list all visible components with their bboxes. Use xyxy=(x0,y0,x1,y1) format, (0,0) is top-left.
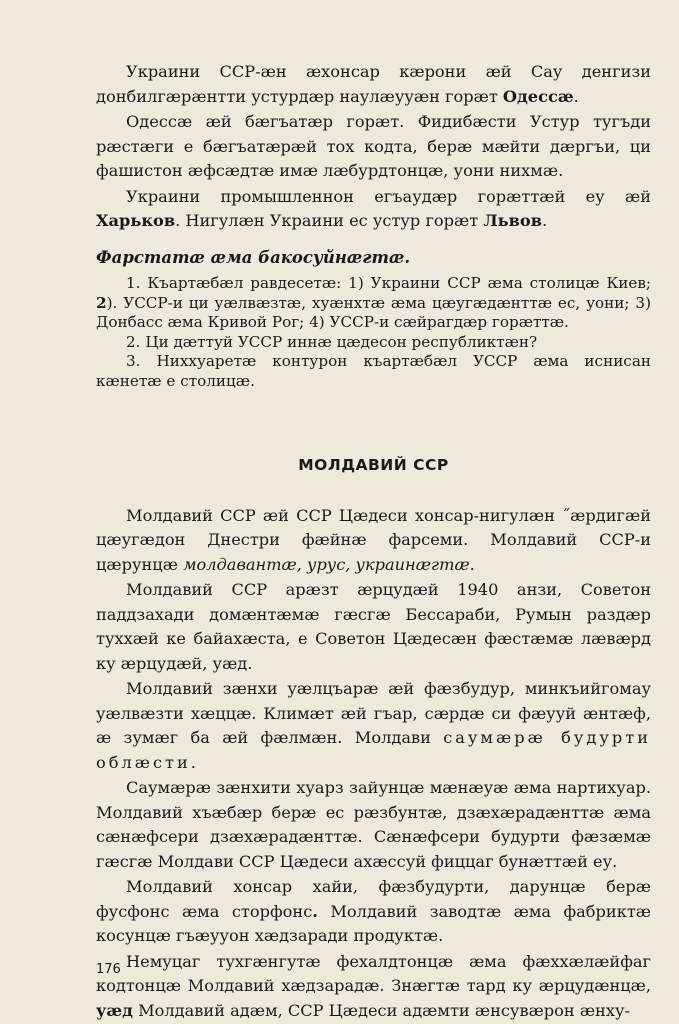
exercise-item: 3. Ниххуаретæ контурон къартæбæл УССР æма иснисан кæнетæ е столицæ. xyxy=(96,352,651,390)
bold-term: Харьков xyxy=(96,211,176,230)
paragraph-moldova-history: Молдавий ССР арæзт æрцудæй 1940 анзи, Советон паддзахади домæнтæмæ гæсгæ Бессараби, Румын раздæр туххæй ке байахæста, е Советон Цæдесæн фæстæмæ лæвæрд ку æрцудæй, уæд. xyxy=(96,580,651,673)
paragraph-moldova-agriculture: Саумæрæ зæнхити хуарз зайунцæ мæнæуæ æма нартихуар. Молдавий хъæбæр берæ ес рæзбунтæ, дзæхæрадæнттæ æма сæнæфсери дзæхæрадæнттæ. Сæнæфсери будурти фæзæмæ гæсгæ Молдави ССР Цæдеси ахæссуй фиццаг бунæттæй еу. xyxy=(96,778,651,871)
paragraph-moldova-climate: Молдавий зæнхи уæлцъарæ æй фæзбудур, минкъийгомау уæлвæзти хæццæ. Климæт æй гъар, сæрдæ си фæууй æнтæф, æ зумæг ба æй фæлмæн. Молдави саумæрæ будурти облæсти. xyxy=(96,679,651,772)
exercise-item: 1. Къартæбæл равдесетæ: 1) Украини ССР æма столицæ Киев; 2). УССР-и ци уæлвæзтæ, хуæнхтæ æма цæугæдæнттæ ес, уони; 3) Донбасс æма Кривой Рог; 4) УССР-и сæйрагдæр горæттæ. xyxy=(96,274,651,331)
italic-peoples: молдавантæ, урус, украинæгтæ. xyxy=(183,554,475,574)
exercise-list xyxy=(96,274,651,391)
exercise-item: 2. Ци дæттуй УССР иннæ цæдесон республиктæн? xyxy=(126,332,538,351)
spaced-term: саумæрæ будурти облæсти. xyxy=(96,728,651,772)
bold-term: Одессæ xyxy=(502,86,574,106)
paragraph-moldova-livestock: Молдавий хонсар хайи, фæзбудурти, дарунцæ берæ фусфонс æма сторфонс. Молдавий заводтæ æма фабриктæ косунцæ гъæууон хæдзаради продуктæ. xyxy=(96,877,651,945)
page-number: 176 xyxy=(96,962,121,977)
paragraph-odessa-hero: Одессæ æй бæгъатæр горæт. Фидибæсти Устур тугъди рæстæги е бæгъатæрæй тох кодта, берæ мæйти дæргъи, ци фашистон æфсæдтæ имæ лæбурдтонцæ, уони нихмæ. xyxy=(96,112,651,180)
section-title: МОЛДАВИЙ ССР xyxy=(298,456,449,474)
paragraph-kharkov-lvov: Украини промышленнон егъаудæр горæттæй еу æй Харьков. Нигулæн Украини ес устур горæт Львов. xyxy=(96,186,651,230)
page-content xyxy=(96,60,651,1024)
exercise-heading: Фарстатæ æма бакосуйнæгтæ. xyxy=(96,247,411,267)
bold-term: Львов xyxy=(483,211,542,230)
paragraph-moldova-intro: Молдавий ССР æй ССР Цæдеси хонсар-нигулæн ˝æрдигæй цæугæдон Днестри фæйнæ фарсеми. Молдавий ССР-и цæрунцæ молдавантæ, урус, украинæгтæ. xyxy=(96,505,651,574)
paragraph-odessa-port: Украини ССР-æн æхонсар кæрони æй Сау денгизи донбилгæрæнтти устурдæр наулæууæн горæт Одессæ. xyxy=(96,62,651,106)
paragraph-moldova-war: Немуцаг тухгæнгутæ фехалдтонцæ æма фæххæлæйфаг кодтонцæ Молдавий хæдзарадæ. Знæгтæ тард ку æрцудæнцæ, уæд Молдавий адæм, ССР Цæдеси адæмти æнсувæрон æнху- xyxy=(96,951,651,1020)
